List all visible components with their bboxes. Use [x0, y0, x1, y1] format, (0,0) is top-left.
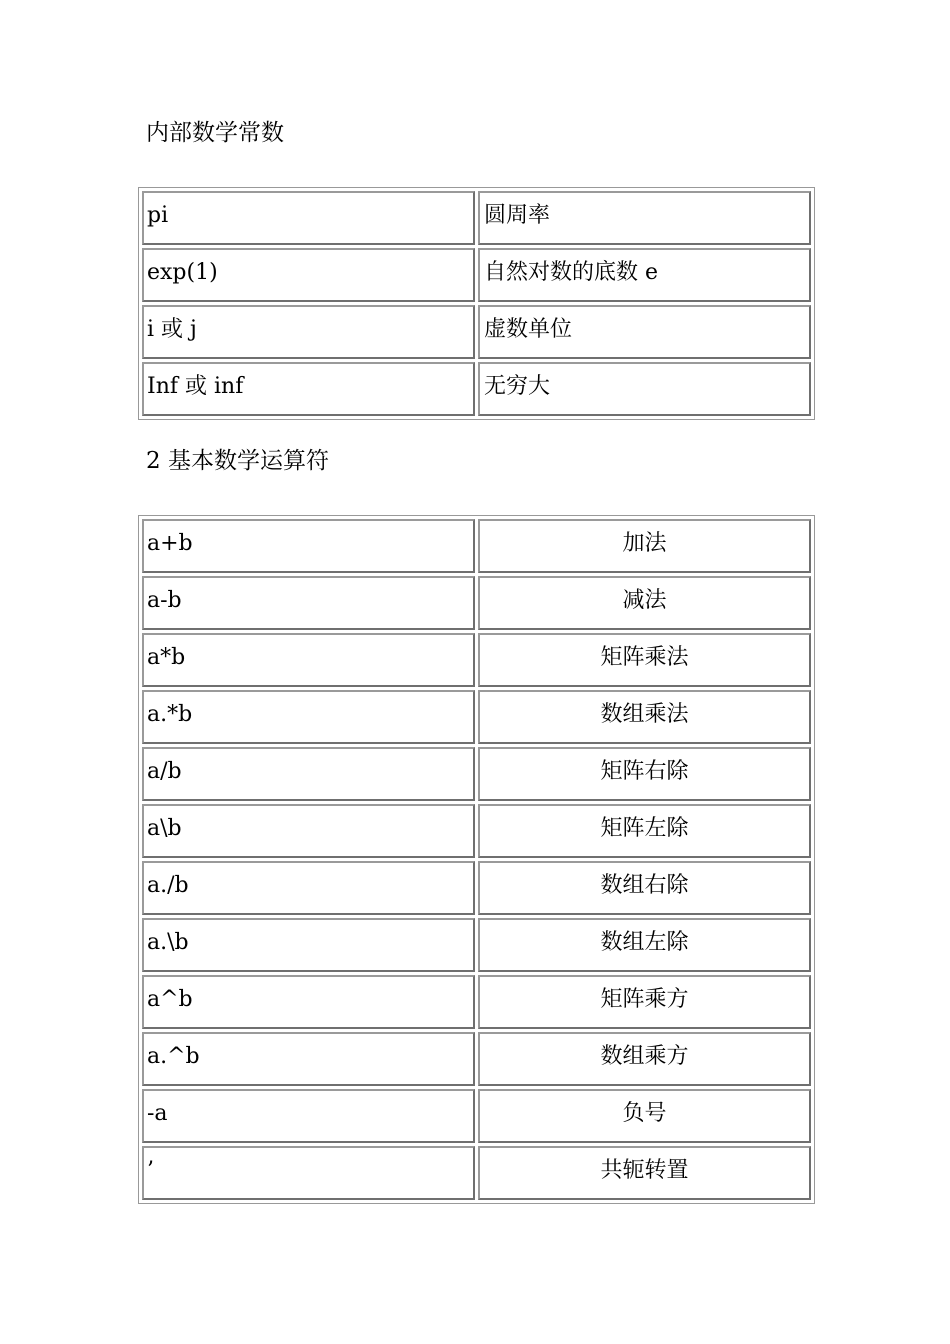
- desc-cell: 加法: [478, 519, 811, 573]
- desc-cell: 数组右除: [478, 861, 811, 915]
- desc-cell: 虚数单位: [478, 305, 811, 359]
- desc-cell: 圆周率: [478, 191, 811, 245]
- table-row: [142, 519, 811, 573]
- desc-cell: 自然对数的底数 e: [478, 248, 811, 302]
- desc-cell: 减法: [478, 576, 811, 630]
- expr-cell: a+b: [142, 519, 475, 573]
- desc-cell: 矩阵乘法: [478, 633, 811, 687]
- expr-cell: pi: [142, 191, 475, 245]
- table-row: [142, 1032, 811, 1086]
- table-row: [142, 1146, 811, 1200]
- section-title-operators: 2 基本数学运算符: [146, 448, 329, 474]
- operators-table: [138, 515, 815, 1204]
- expr-cell: -a: [142, 1089, 475, 1143]
- desc-cell: 矩阵乘方: [478, 975, 811, 1029]
- table-row: [142, 248, 811, 302]
- table-row: [142, 305, 811, 359]
- table-row: [142, 975, 811, 1029]
- table-row: [142, 191, 811, 245]
- table-row: [142, 804, 811, 858]
- table-row: [142, 362, 811, 416]
- expr-cell: a/b: [142, 747, 475, 801]
- expr-cell: a^b: [142, 975, 475, 1029]
- expr-cell: i 或 j: [142, 305, 475, 359]
- desc-cell: 无穷大: [478, 362, 811, 416]
- desc-cell: 矩阵右除: [478, 747, 811, 801]
- desc-cell: 共轭转置: [478, 1146, 811, 1200]
- expr-cell: a.\b: [142, 918, 475, 972]
- expr-cell: ’: [142, 1146, 475, 1200]
- table-row: [142, 861, 811, 915]
- section-title-constants: 内部数学常数: [146, 120, 284, 146]
- table-row: [142, 690, 811, 744]
- desc-cell: 数组乘法: [478, 690, 811, 744]
- expr-cell: a\b: [142, 804, 475, 858]
- desc-cell: 数组左除: [478, 918, 811, 972]
- table-row: [142, 1089, 811, 1143]
- expr-cell: a*b: [142, 633, 475, 687]
- desc-cell: 数组乘方: [478, 1032, 811, 1086]
- expr-cell: a.^b: [142, 1032, 475, 1086]
- table-row: [142, 918, 811, 972]
- expr-cell: exp(1): [142, 248, 475, 302]
- table-row: [142, 747, 811, 801]
- desc-cell: 负号: [478, 1089, 811, 1143]
- table-row: [142, 576, 811, 630]
- expr-cell: Inf 或 inf: [142, 362, 475, 416]
- expr-cell: a./b: [142, 861, 475, 915]
- table-row: [142, 633, 811, 687]
- constants-table: [138, 187, 815, 420]
- expr-cell: a.*b: [142, 690, 475, 744]
- expr-cell: a-b: [142, 576, 475, 630]
- desc-cell: 矩阵左除: [478, 804, 811, 858]
